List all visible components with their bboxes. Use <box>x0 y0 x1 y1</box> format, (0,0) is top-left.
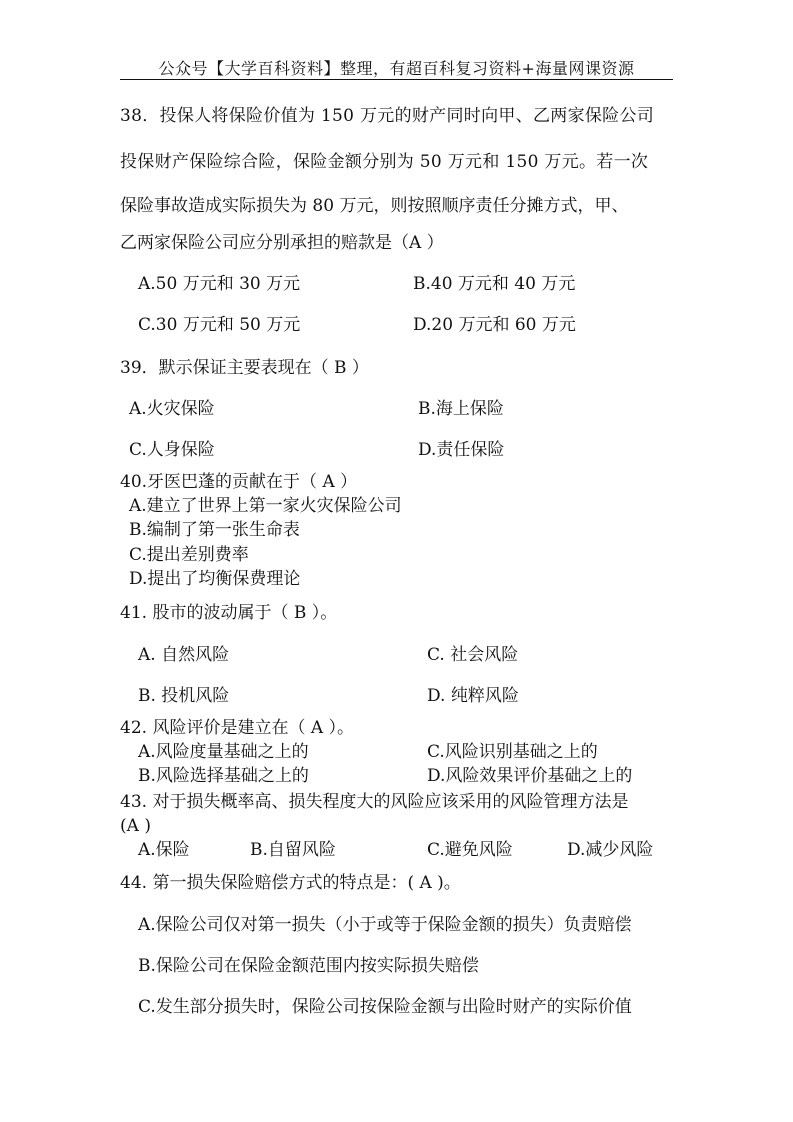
q40-option-a: A.建立了世界上第一家火灾保险公司 <box>129 496 402 516</box>
q42-option-b: B.风险选择基础之上的 <box>138 766 309 786</box>
q41-option-a: A. 自然风险 <box>138 645 230 665</box>
q41-option-d: D. 纯粹风险 <box>427 686 519 706</box>
q38-option-b: B.40 万元和 40 万元 <box>413 274 576 294</box>
header-divider <box>120 79 673 80</box>
q38-stem-line-2: 投保财产保险综合险，保险金额分别为 50 万元和 150 万元。若一次 <box>120 152 649 172</box>
q38-stem-line-3: 保险事故造成实际损失为 80 万元，则按照顺序责任分摊方式，甲、 <box>120 196 629 216</box>
q44-option-c: C.发生部分损失时，保险公司按保险金额与出险时财产的实际价值 <box>138 997 632 1017</box>
q41-option-b: B. 投机风险 <box>138 686 230 706</box>
q43-option-d: D.减少风险 <box>567 840 654 860</box>
q39-option-b: B.海上保险 <box>418 399 504 419</box>
q43-stem-line-2: (A ) <box>120 816 151 836</box>
q38-option-c: C.30 万元和 50 万元 <box>138 315 301 335</box>
q38-option-d: D.20 万元和 60 万元 <box>413 315 576 335</box>
q42-stem: 42. 风险评价是建立在（ A ）。 <box>120 718 355 738</box>
q44-stem: 44. 第一损失保险赔偿方式的特点是：( A )。 <box>120 873 461 893</box>
q44-option-b: B.保险公司在保险金额范围内按实际损失赔偿 <box>138 956 479 976</box>
q38-option-a: A.50 万元和 30 万元 <box>138 274 301 294</box>
q43-option-a: A.保险 <box>138 840 190 860</box>
q43-stem-line-1: 43. 对于损失概率高、损失程度大的风险应该采用的风险管理方法是 <box>120 792 629 812</box>
q41-option-c: C. 社会风险 <box>427 645 519 665</box>
q40-stem: 40.牙医巴蓬的贡献在于（ A ） <box>120 472 358 492</box>
q40-option-d: D.提出了均衡保费理论 <box>129 569 301 589</box>
q39-option-d: D.责任保险 <box>418 440 505 460</box>
q39-stem: 39．默示保证主要表现在（ B ） <box>120 358 369 378</box>
q40-option-c: C.提出差别费率 <box>129 545 249 565</box>
q38-stem-line-1: 38．投保人将保险价值为 150 万元的财产同时向甲、乙两家保险公司 <box>120 106 655 126</box>
q42-option-a: A.风险度量基础之上的 <box>138 742 309 762</box>
q43-option-c: C.避免风险 <box>427 840 513 860</box>
page-header: 公众号【大学百科资料】整理，有超百科复习资料+海量网课资源 <box>158 59 635 78</box>
q40-option-b: B.编制了第一张生命表 <box>129 520 300 540</box>
q42-option-c: C.风险识别基础之上的 <box>427 742 598 762</box>
q39-option-c: C.人身保险 <box>129 440 215 460</box>
q38-stem-line-4: 乙两家保险公司应分别承担的赔款是（A ） <box>120 233 444 253</box>
q44-option-a: A.保险公司仅对第一损失（小于或等于保险金额的损失）负责赔偿 <box>138 915 632 935</box>
q41-stem: 41. 股市的波动属于（ B ）。 <box>120 603 338 623</box>
q43-option-b: B.自留风险 <box>250 840 336 860</box>
q42-option-d: D.风险效果评价基础之上的 <box>427 766 633 786</box>
q39-option-a: A.火灾保险 <box>129 399 215 419</box>
